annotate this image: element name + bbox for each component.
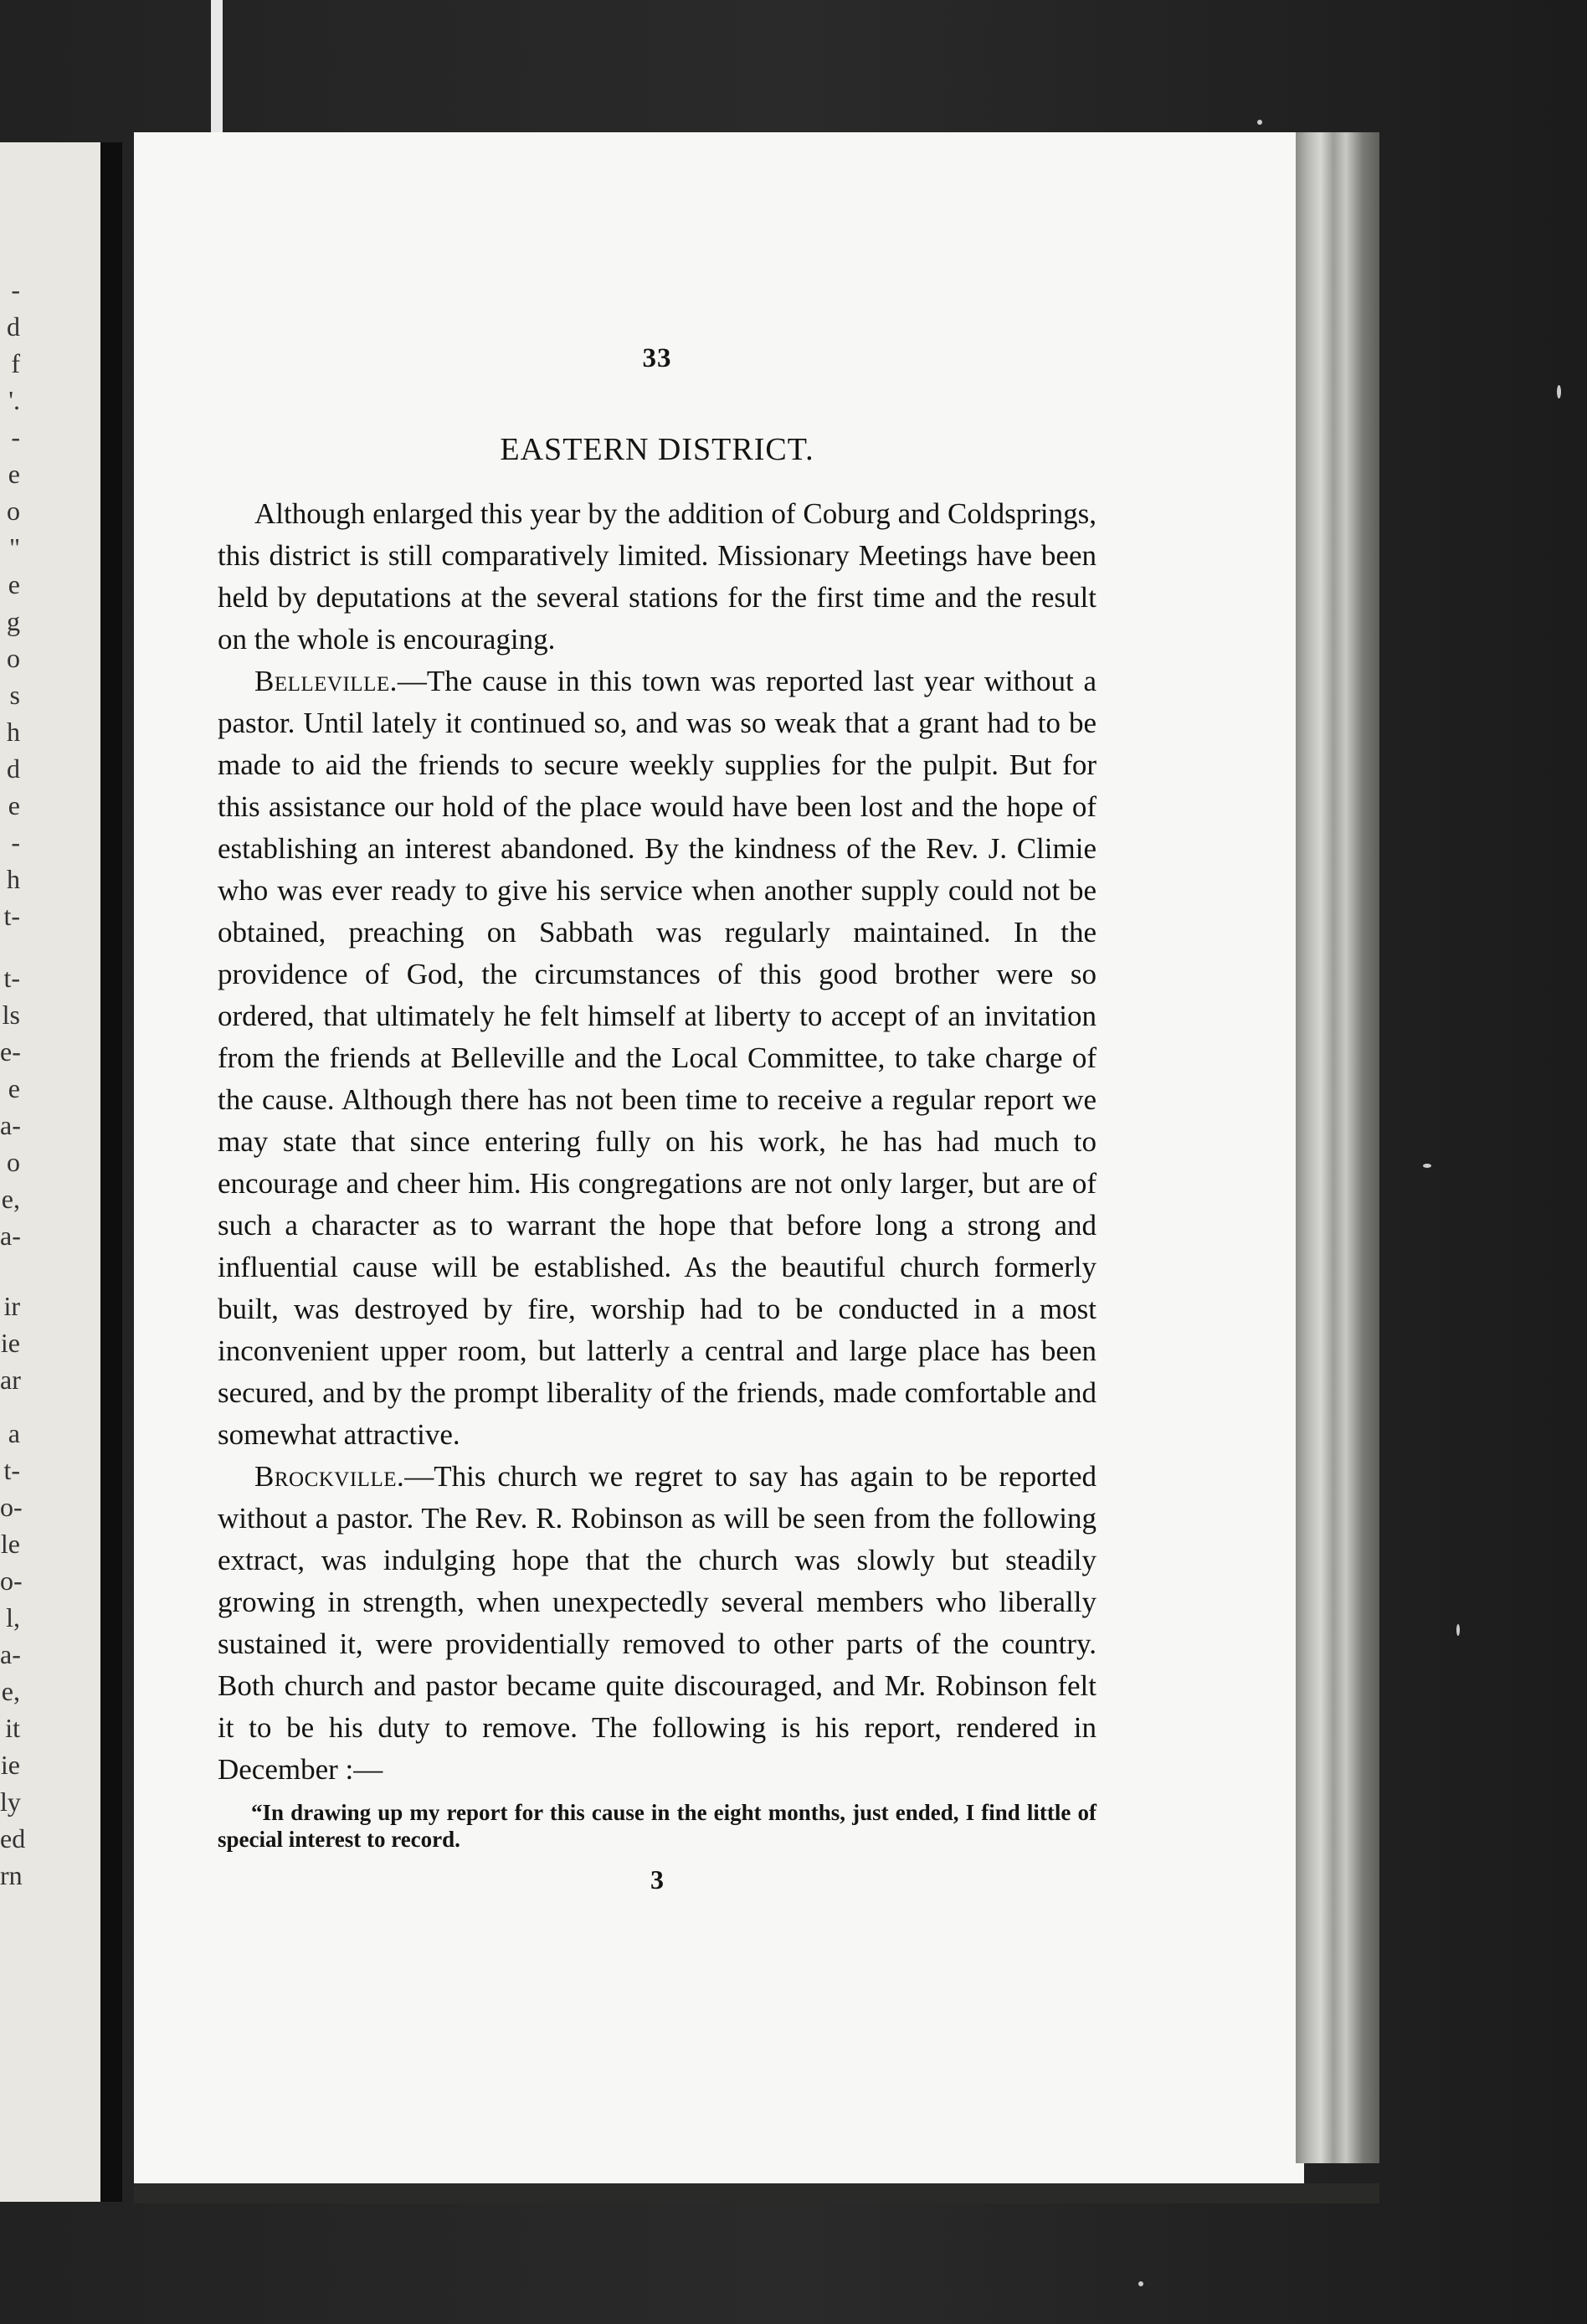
- left-page-fragment: a-: [0, 1110, 21, 1140]
- left-page-fragment: e: [8, 459, 20, 489]
- left-page-fragment: o: [7, 1147, 20, 1177]
- left-page-fragment: ar: [0, 1365, 21, 1395]
- left-page-fragment: o: [7, 643, 20, 673]
- left-page-fragment: e: [8, 569, 20, 599]
- signature-mark: 3: [650, 1864, 664, 1895]
- paragraph-text: —The cause in this town was reported last year without a pastor. Until lately it continued so, and was so weak that a grant had to be made to aid the friends to secure weekly supplies for the pulpit. But for this assistance our hold of the place would have been lost and the hope of establishing an interest abandoned. By the kindness of the Rev. J. Climie who was ever ready to give his service when another supply could not be obtained, preaching on Sabbath was regularly maintained. In the providence of God, the circumstances of this good brother were so ordered, that ultimately he felt himself at liberty to accept of an invitation from the friends at Belleville and the Local Committee, to take charge of the cause. Although there has not been time to receive a regular report we may state that since entering fully on his work, he has had much to encourage and cheer him. His congregations are not only larger, but are of such a character as to warrant the hope that before long a strong and influential cause will be established. As the beautiful church formerly built, was destroyed by fire, worship had to be conducted in a most inconvenient upper room, but latterly a central and large place has been secured, and by the prompt liberality of the friends, made comfortable and somewhat attractive.: [218, 665, 1097, 1451]
- page-bottom-shadow: [134, 2183, 1379, 2203]
- left-page-fragment: l,: [6, 1602, 20, 1632]
- dust-speck: [1257, 120, 1262, 125]
- left-page-fragment: ie: [0, 1750, 20, 1780]
- left-page-fragment: rn: [0, 1860, 23, 1890]
- left-page-fragment: g: [7, 606, 20, 636]
- left-page-fragment: d: [7, 753, 20, 784]
- left-page-fragment: ": [8, 532, 20, 563]
- place-name-belleville: Belleville.: [254, 665, 398, 697]
- left-page-fragment: '.: [8, 385, 20, 415]
- left-page-fragment: -: [11, 827, 20, 857]
- quoted-report: “In drawing up my report for this cause in the eight months, just ended, I find little of special interest to record.: [218, 1800, 1097, 1852]
- left-page-fragment: -: [11, 275, 20, 305]
- page-number: 33: [642, 343, 672, 373]
- left-page-fragment: o-: [0, 1566, 23, 1596]
- page-content: [218, 343, 1097, 1895]
- place-name-brockville: Brockville.: [254, 1460, 405, 1493]
- scanner-strip: [211, 0, 223, 142]
- left-page-fragment: o-: [0, 1492, 23, 1522]
- left-page-fragment: e-: [0, 1036, 21, 1067]
- left-page-fragment: e,: [1, 1676, 20, 1706]
- left-page-fragment: ed: [0, 1823, 26, 1854]
- left-page-fragment: t-: [3, 1455, 20, 1485]
- left-page-fragment: a-: [0, 1221, 21, 1251]
- paragraph-intro: [218, 493, 1097, 661]
- left-page-fragment: a: [8, 1418, 20, 1448]
- left-page-fragment: h: [7, 864, 20, 894]
- left-page-fragment: a-: [0, 1639, 21, 1669]
- left-page-fragment: ir: [3, 1291, 20, 1321]
- paragraph-text: Although enlarged this year by the addition of Coburg and Coldsprings, this district is still comparatively limited. Missionary Meetings have been held by deputations at the several stations for the first time and the result on the whole is encouraging.: [218, 497, 1097, 656]
- left-page-fragment: o: [7, 496, 20, 526]
- left-page-fragment: d: [7, 311, 20, 342]
- left-page-fragment: ls: [2, 1000, 20, 1030]
- dust-speck: [1423, 1164, 1431, 1168]
- paragraph-text: —This church we regret to say has again to be reported without a pastor. The Rev. R. Robinson as will be seen from the following extract, was indulging hope that the church was slowly but steadily growing in strength, when unexpectedly several members who liberally sustained it, were providentially removed to other parts of the country. Both church and pastor became quite discouraged, and Mr. Robinson felt it to be his duty to remove. The following is his report, rendered in December :—: [218, 1460, 1097, 1786]
- dust-speck: [1456, 1624, 1460, 1636]
- left-page-fragment: f: [11, 348, 20, 378]
- left-page-fragment: h: [7, 717, 20, 747]
- dust-speck: [1557, 385, 1561, 398]
- left-facing-page: [0, 142, 122, 2202]
- left-page-fragment: t-: [3, 963, 20, 993]
- left-page-fragment: e: [8, 1073, 20, 1103]
- body-text: [218, 493, 1097, 1791]
- paragraph-belleville: [218, 661, 1097, 1456]
- left-page-fragment: e,: [1, 1184, 20, 1214]
- left-page-fragment: ie: [0, 1328, 20, 1358]
- page-edge-stack: [1296, 132, 1379, 2163]
- section-heading: EASTERN DISTRICT.: [500, 432, 814, 467]
- left-page-fragment: ly: [0, 1787, 21, 1817]
- left-page-fragment: e: [8, 790, 20, 820]
- left-page-fragment: le: [0, 1529, 20, 1559]
- dust-speck: [1138, 2281, 1143, 2286]
- left-page-fragment: s: [9, 680, 20, 710]
- paragraph-brockville: [218, 1456, 1097, 1791]
- left-page-fragment: it: [5, 1713, 20, 1743]
- left-page-fragment: t-: [3, 901, 20, 931]
- left-page-fragment: -: [11, 422, 20, 452]
